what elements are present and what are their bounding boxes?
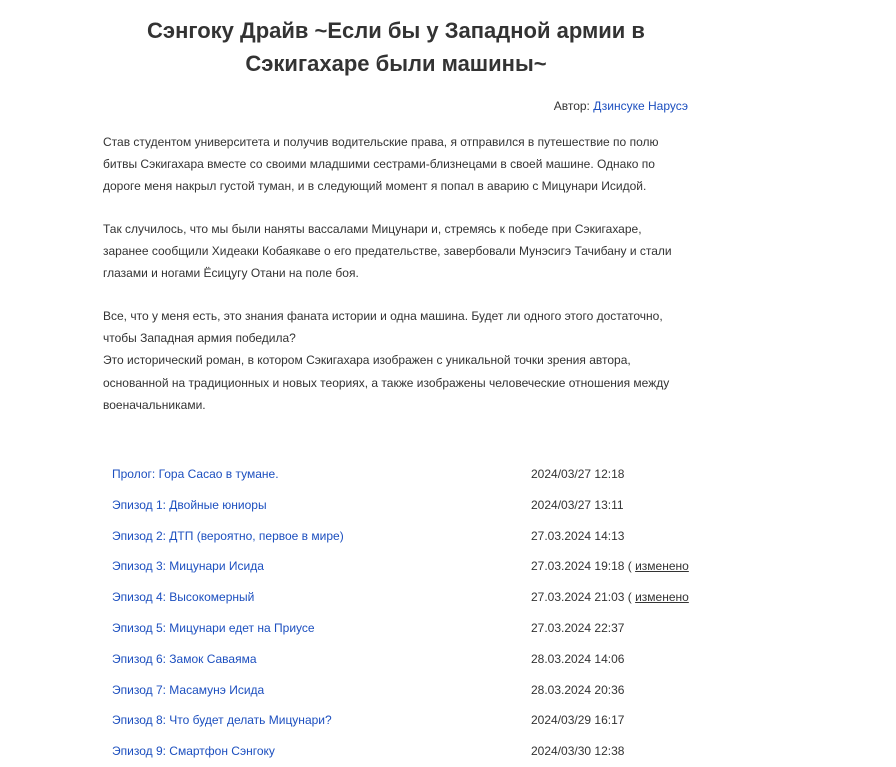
episode-link[interactable]: Пролог: Гора Сасао в тумане. <box>112 467 279 481</box>
episode-date <box>531 498 624 512</box>
episode-date-text: 2024/03/27 13:11 <box>531 497 624 512</box>
episode-date <box>531 621 624 635</box>
episode-row <box>104 490 724 521</box>
episode-date-text: 28.03.2024 20:36 <box>531 682 625 697</box>
episode-date <box>531 744 624 758</box>
episode-row <box>104 705 724 736</box>
episode-date-text: 27.03.2024 22:37 <box>531 620 625 635</box>
episode-date <box>531 683 624 697</box>
episode-date <box>531 590 689 604</box>
episode-date <box>531 559 689 573</box>
episode-link[interactable]: Эпизод 9: Смартфон Сэнгоку <box>112 744 275 759</box>
summary-paragraph: Став студентом университета и получив водительские права, я отправился в путешествие по полю битвы Сэкигахара вместе со своими младшими сестрами-близнецами в своей машине. Однако по дороге меня накрыл густой туман, и в следующий момент я попал в аварию с Мицунари Исидой. <box>103 135 659 194</box>
novel-title: Сэнгоку Драйв ~Если бы у Западной армии в Сэкигахаре были машины~ <box>147 18 645 76</box>
episode-date-text: 2024/03/27 12:18 <box>531 467 625 481</box>
episode-link[interactable]: Эпизод 8: Что будет делать Мицунари? <box>112 713 332 728</box>
summary-paragraph: Так случилось, что мы были наняты вассалами Мицунари и, стремясь к победе при Сэкигахаре, заранее сообщили Хидеаки Кобаякаве о его предательстве, завербовали Мунэсигэ Тачибану и стали глазами и ногами Ёсицугу Отани на поле боя. <box>103 222 672 281</box>
episode-date-text: 27.03.2024 21:03 ( <box>531 590 636 605</box>
episode-link[interactable]: Эпизод 5: Мицунари едет на Приусе <box>112 620 315 635</box>
episode-row <box>104 736 724 767</box>
episode-changed-link[interactable]: изменено <box>635 559 689 574</box>
episode-date <box>531 529 624 543</box>
episode-row <box>104 521 724 552</box>
episode-row <box>104 582 724 613</box>
author-link[interactable]: Дзинсуке Нарусэ <box>593 99 688 113</box>
summary-paragraph: Все, что у меня есть, это знания фаната истории и одна машина. Будет ли одного этого достаточно, чтобы Западная армия победила? Это исторический роман, в котором Сэкигахара изображен с уникальной точки зрения автора, основанной на традиционных и новых теориях, а также изображены человеческие отношения между военачальниками. <box>103 309 670 412</box>
episode-date-text: 28.03.2024 14:06 <box>531 651 625 666</box>
episode-row <box>104 644 724 675</box>
episode-link[interactable]: Эпизод 6: Замок Саваяма <box>112 651 257 666</box>
episode-row <box>104 551 724 582</box>
episode-date <box>531 713 624 727</box>
episode-link[interactable]: Эпизод 3: Мицунари Исида <box>112 559 264 574</box>
episode-link[interactable]: Эпизод 1: Двойные юниоры <box>112 497 267 512</box>
episode-date <box>531 652 624 666</box>
episode-row <box>104 459 724 490</box>
episode-row <box>104 675 724 706</box>
episode-link[interactable]: Эпизод 2: ДТП (вероятно, первое в мире) <box>112 528 344 543</box>
novel-summary <box>103 131 703 416</box>
episode-date-text: 27.03.2024 14:13 <box>531 528 625 543</box>
episode-date <box>531 467 624 481</box>
episode-row <box>104 613 724 644</box>
episode-link[interactable]: Эпизод 4: Высокомерный <box>112 590 255 605</box>
author-line <box>554 97 688 115</box>
episode-changed-link[interactable]: изменено <box>635 590 689 605</box>
episode-link[interactable]: Эпизод 7: Масамунэ Исида <box>112 682 265 697</box>
episode-list <box>104 459 724 767</box>
episode-date-text: 2024/03/30 12:38 <box>531 744 625 759</box>
author-label: Автор: <box>553 99 590 113</box>
episode-date-text: 2024/03/29 16:17 <box>531 713 625 728</box>
episode-date-text: 27.03.2024 19:18 ( <box>531 559 636 574</box>
